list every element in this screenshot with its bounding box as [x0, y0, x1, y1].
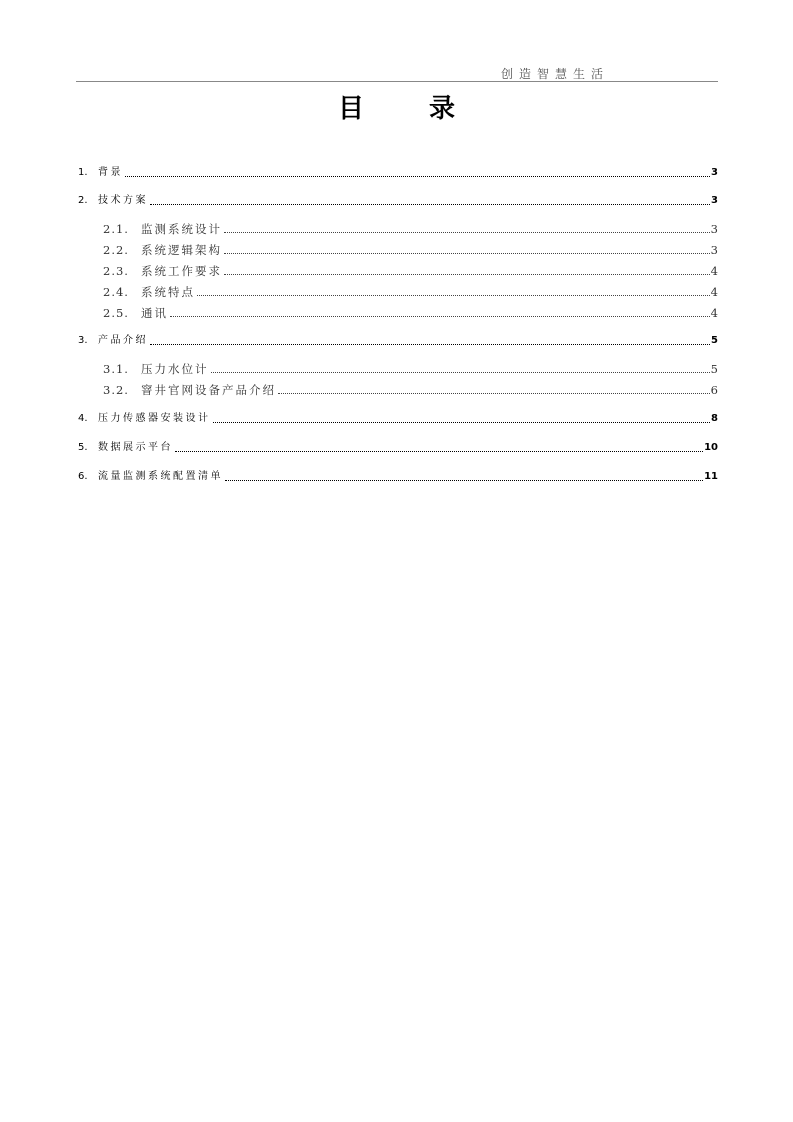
toc-entry-label: 技术方案 — [98, 195, 148, 206]
toc-entry-label: 压力水位计 — [141, 362, 209, 376]
toc-entry-number: 3. — [78, 335, 88, 346]
toc-leader — [170, 315, 710, 317]
toc-entry-page: 10 — [704, 442, 718, 453]
toc-leader — [213, 421, 711, 423]
toc-entry-number: 2.4. — [103, 285, 129, 299]
toc-entry-label: 背景 — [98, 167, 123, 178]
toc-leader — [150, 203, 710, 205]
toc-entry-page: 4 — [710, 285, 718, 299]
toc-leader — [175, 450, 703, 452]
toc-entry-number: 4. — [78, 413, 88, 424]
toc-entry-page: 5 — [711, 335, 718, 346]
toc-entry-3[interactable] — [78, 333, 718, 349]
toc-entry-1[interactable] — [78, 165, 718, 181]
toc-entry-label: 产品介绍 — [98, 335, 148, 346]
toc-entry-page: 6 — [710, 383, 718, 397]
toc-entry-6[interactable] — [78, 469, 718, 485]
toc-entry-page: 4 — [710, 264, 718, 278]
toc-entry-page: 3 — [710, 222, 718, 236]
toc-entry-3-1[interactable] — [103, 361, 718, 377]
toc-entry-number: 2.1. — [103, 222, 129, 236]
toc-title: 目 录 — [337, 94, 484, 124]
toc-entry-page: 3 — [711, 167, 718, 178]
header-divider — [76, 81, 718, 82]
toc-entry-2-3[interactable] — [103, 263, 718, 279]
toc-entry-number: 2.3. — [103, 264, 129, 278]
toc-entry-label: 数据展示平台 — [98, 442, 173, 453]
toc-leader — [125, 175, 710, 177]
toc-entry-number: 5. — [78, 442, 88, 453]
toc-entry-label: 系统逻辑架构 — [141, 243, 222, 257]
toc-entry-number: 2.5. — [103, 306, 129, 320]
toc-entry-5[interactable] — [78, 440, 718, 456]
toc-entry-number: 2.2. — [103, 243, 129, 257]
toc-entry-label: 通讯 — [141, 306, 168, 320]
toc-leader — [224, 273, 710, 275]
toc-entry-page: 3 — [711, 195, 718, 206]
toc-entry-label: 流量监测系统配置清单 — [98, 471, 223, 482]
header-motto: 创造智慧生活 — [500, 67, 609, 81]
toc-leader — [224, 231, 710, 233]
toc-leader — [225, 479, 703, 481]
toc-entry-4[interactable] — [78, 411, 718, 427]
toc-leader — [150, 343, 710, 345]
toc-entry-page: 3 — [710, 243, 718, 257]
toc-entry-page: 11 — [704, 471, 718, 482]
toc-entry-2[interactable] — [78, 193, 718, 209]
toc-entry-label: 监测系统设计 — [141, 222, 222, 236]
toc-entry-label: 系统工作要求 — [141, 264, 222, 278]
toc-entry-number: 3.2. — [103, 383, 129, 397]
toc-entry-page: 4 — [710, 306, 718, 320]
toc-entry-2-5[interactable] — [103, 305, 718, 321]
toc-leader — [211, 371, 710, 373]
toc-entry-page: 5 — [710, 362, 718, 376]
toc-entry-3-2[interactable] — [103, 382, 718, 398]
toc-leader — [197, 294, 710, 296]
toc-entry-label: 窨井官网设备产品介绍 — [141, 383, 276, 397]
toc-entry-label: 系统特点 — [141, 285, 195, 299]
toc-entry-number: 6. — [78, 471, 88, 482]
toc-entry-2-2[interactable] — [103, 242, 718, 258]
toc-entry-number: 3.1. — [103, 362, 129, 376]
toc-entry-label: 压力传感器安装设计 — [98, 413, 211, 424]
toc-leader — [224, 252, 710, 254]
toc-entry-number: 2. — [78, 195, 88, 206]
toc-entry-number: 1. — [78, 167, 88, 178]
toc-entry-2-4[interactable] — [103, 284, 718, 300]
toc-entry-page: 8 — [711, 413, 718, 424]
toc-entry-2-1[interactable] — [103, 221, 718, 237]
toc-leader — [278, 392, 710, 394]
